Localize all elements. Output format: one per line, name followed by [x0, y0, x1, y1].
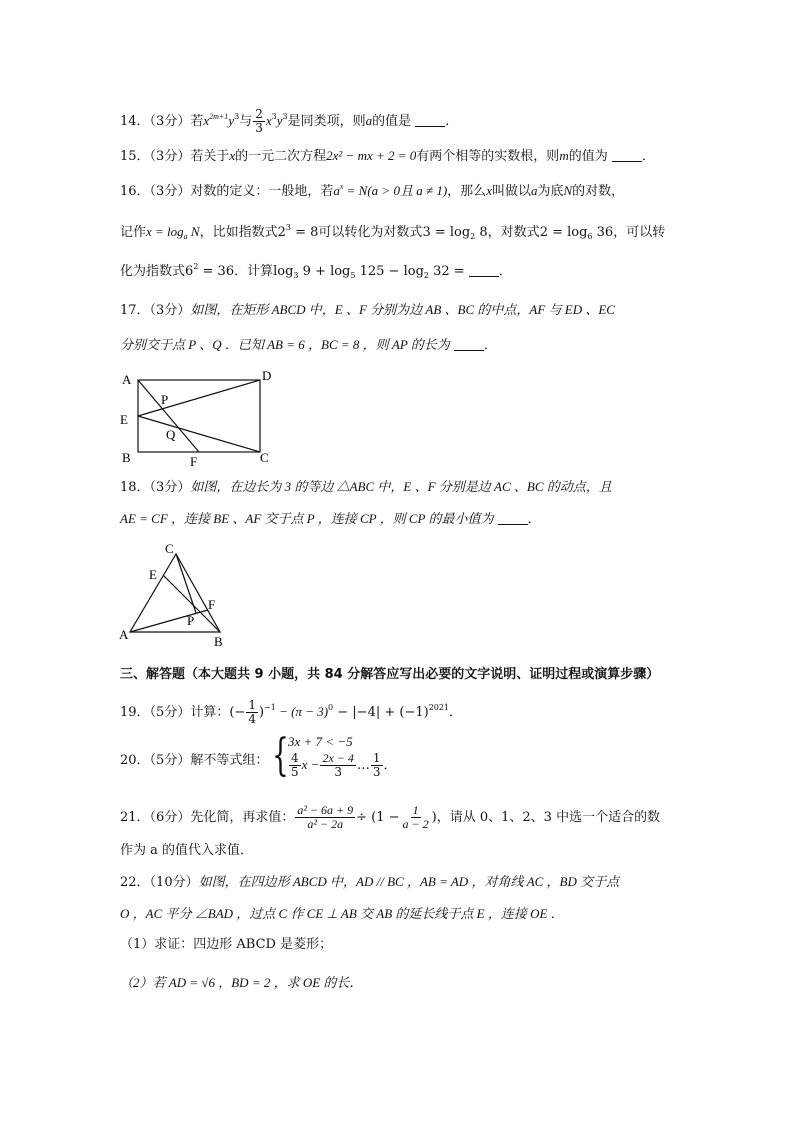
- label-f: F: [190, 454, 198, 469]
- inequality-2: $\frac{4}{5}$ x − $\frac{2x - 4}{3}$ … $\frac{1}{3}$ ．: [291, 751, 397, 779]
- rect-abcd: [138, 380, 260, 452]
- question-21-line-2: 作为 a 的值代入求值．: [120, 843, 254, 858]
- answer-blank: [612, 149, 642, 162]
- q21-fraction-2: $\frac{1}{a - 2}$: [402, 803, 429, 831]
- question-22-part-2: （2）若 AD = √6 ，BD = 2 ，求 OE 的长．: [120, 975, 363, 990]
- q19-number: 19．（5分）: [120, 705, 191, 720]
- label-c: C: [165, 541, 174, 556]
- q14-number: 14．（3分）: [120, 114, 191, 129]
- q18-number: 18．（3分）: [120, 480, 191, 495]
- answer-blank: [469, 264, 499, 277]
- label-p: P: [187, 613, 195, 628]
- label-e: E: [149, 567, 157, 582]
- label-e: E: [120, 412, 128, 427]
- q20-number: 20．（5分）: [120, 753, 191, 768]
- label-b: B: [214, 634, 223, 649]
- question-15: 15．（3分）若关于x的一元二次方程2x² − mx + 2 = 0有两个相等的实数根，则m的值为 ．: [120, 148, 655, 164]
- q14-fraction: $\frac{2}{3}$: [255, 107, 263, 135]
- question-18-line-1: 18．（3分）如图，在边长为 3 的等边 △ABC 中，E 、F 分别是边 AC 、BC 的动点，且: [120, 479, 612, 495]
- question-22-part-1: （1）求证：四边形 ABCD 是菱形；: [120, 937, 333, 952]
- question-22-line-1: 22．（10分）如图，在四边形 ABCD 中，AD // BC ，AB = AD ，对角线 AC ，BD 交于点: [120, 874, 620, 890]
- label-b: B: [122, 450, 131, 465]
- label-f: F: [208, 597, 216, 612]
- answer-blank: [498, 512, 528, 525]
- label-q: Q: [166, 427, 176, 442]
- question-22-line-2: O ，AC 平分 ∠BAD ，过点 C 作 CE ⊥ AB 交 AB 的延长线于点 E ，连接 OE ．: [120, 906, 564, 921]
- q21-fraction-1: $\frac{\text{a² − 6a + 9}}{\text{a² − 2a}}$: [297, 803, 354, 831]
- question-20: 20．（5分）解不等式组：: [120, 753, 269, 768]
- q19-fraction: $\frac{1}{4}$: [248, 698, 256, 726]
- question-19: 19．（5分）计算：(− $\frac{1}{4}$ )$^{-1} - (\pi - 3)^0 - |-4| + (-1)^{2021}$．: [120, 698, 463, 726]
- triangle-abc: [130, 554, 220, 632]
- q22-number: 22．（10分）: [120, 875, 199, 890]
- question-16-line-2: 记作$x = \log_a N$，比如指数式$2^3 = 8$可以转化为对数式$3 = \log_2 8$，对数式$2 = \log_6 36$，可以转: [120, 223, 666, 241]
- inequality-1: 3x + 7 < −5: [288, 734, 353, 749]
- label-a: A: [119, 627, 129, 642]
- question-21-line-1: 21．（6分）先化简，再求值： $\frac{\text{a² − 6a + 9}}{\text{a² − 2a}}$ ÷ (1 − $\frac{1}{a - 2}$ )，请从 0、1、2、3 中选一个适合的数: [120, 803, 661, 831]
- question-17-line-2: 分别交于点 P 、Q ．已知 AB = 6 ，BC = 8 ，则 AP 的长为 ．: [120, 337, 497, 353]
- label-a: A: [122, 372, 132, 387]
- question-16-line-1: 16．（3分）对数的定义：一般地，若$a^x = N(a > 0$且 a ≠ 1)，那么x叫做以a为底N的对数，: [120, 182, 625, 199]
- system-brace: {: [272, 730, 289, 781]
- answer-blank: [454, 338, 484, 351]
- label-c: C: [260, 450, 269, 465]
- q18-triangle-figure: [116, 538, 236, 650]
- question-14: 14．（3分）若$x^{2m+1}y^3$与 $\frac{2}{3}$ $x^3y^3$是同类项，则a的值是 ．: [120, 107, 459, 135]
- q21-number: 21．（6分）: [120, 810, 191, 825]
- q17-number: 17．（3分）: [120, 303, 191, 318]
- segment-ec: [138, 416, 260, 452]
- q17-rectangle-figure: [116, 366, 276, 470]
- question-18-line-2: AE = CF ，连接 BE 、AF 交于点 P ，连接 CP ，则 CP 的最小值为 ．: [120, 511, 541, 527]
- label-p: P: [161, 392, 169, 407]
- answer-blank: [415, 114, 445, 127]
- section-3-heading: 三、解答题（本大题共 9 小题，共 84 分解答应写出必要的文字说明、证明过程或演算步骤）: [120, 667, 660, 682]
- q16-number: 16．（3分）: [120, 184, 191, 199]
- label-d: D: [262, 368, 272, 383]
- segment-ed: [138, 380, 260, 416]
- q15-number: 15．（3分）: [120, 149, 191, 164]
- question-16-line-3: 化为指数式$6^2 = 36$．计算$\log_3 9 + \log_5 125 - \log_2 32$ = ．: [120, 262, 512, 280]
- question-17-line-1: 17．（3分）如图，在矩形 ABCD 中，E 、F 分别为边 AB 、BC 的中点，AF 与 ED 、EC: [120, 302, 615, 318]
